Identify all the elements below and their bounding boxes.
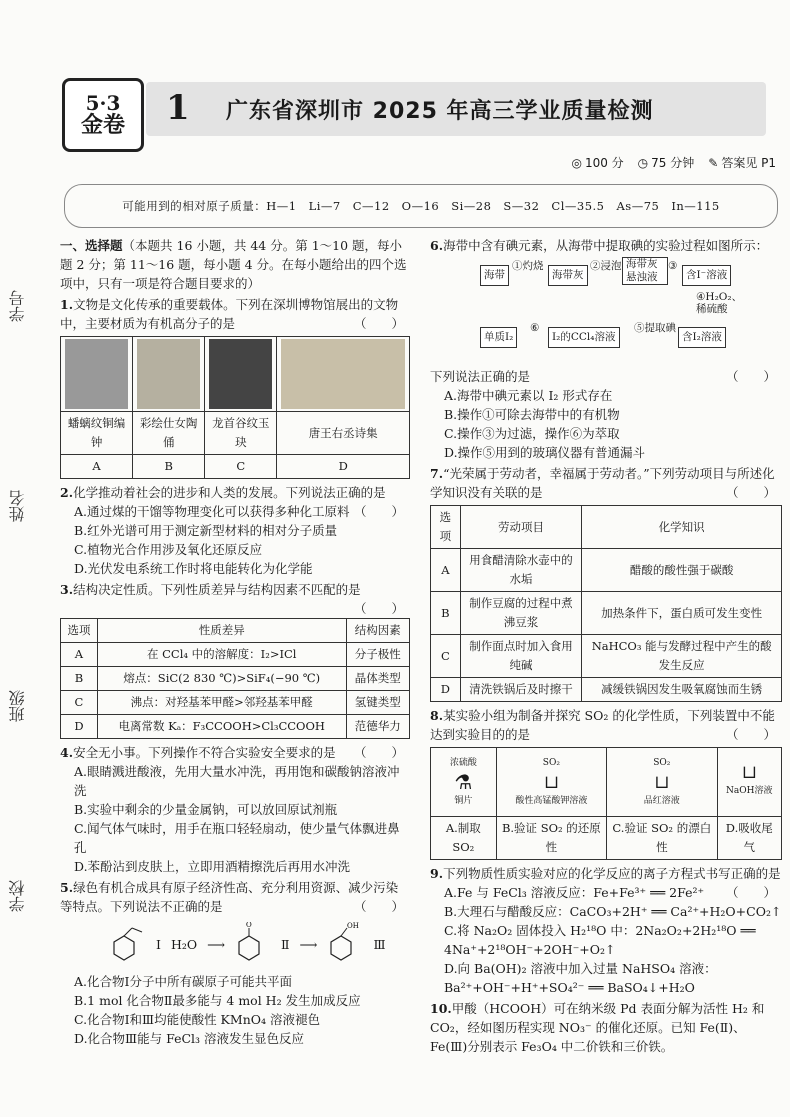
option-c[interactable]: C.将 Na₂O₂ 固体投入 H₂¹⁸O 中：2Na₂O₂+2H₂¹⁸O ══ 4Na⁺+2¹⁸OH⁻+2OH⁻+O₂↑ xyxy=(444,923,756,957)
answer-blank[interactable]: （ ） xyxy=(353,899,404,914)
student-id-field[interactable] xyxy=(6,290,29,322)
option-c[interactable]: C.植物光合作用涉及氧化还原反应 xyxy=(74,542,263,557)
fuchsin-bottle-figure: SO₂ ⊔ 品红溶液 xyxy=(643,757,680,806)
svg-text:O: O xyxy=(246,922,252,929)
svg-text:OH: OH xyxy=(347,922,360,930)
exam-meta xyxy=(571,154,776,171)
option-a[interactable]: A.通过煤的干馏等物理变化可以获得多种化工原料 xyxy=(74,504,350,519)
answer-blank[interactable]: （ ） xyxy=(725,369,776,384)
option-c[interactable]: C.操作③为过滤，操作⑥为萃取 xyxy=(444,426,620,441)
option-b[interactable]: B.实验中剩余的少量金属钠，可以放回原试剂瓶 xyxy=(74,802,338,817)
answer-blank[interactable]: （ ） xyxy=(725,485,776,500)
question-2: 2.化学推动着社会的进步和人类的发展。下列说法正确的是 （ ） A.通过煤的干馏等物理变化可以获得多种化工原料 B.红外光谱可用于测定新型材料的相对分子质量 C.植物光合作用涉及氧化还原反应 D.光伏发电系统工作时将电能转化为化学能 xyxy=(60,483,410,578)
school-label: 学校 xyxy=(8,880,27,912)
arrow-icon: ⟶ xyxy=(299,936,318,952)
option-b[interactable]: B.大理石与醋酸反应：CaCO₃+2H⁺ ══ Ca²⁺+H₂O+CO₂↑ xyxy=(444,904,782,919)
exam-number: 1 xyxy=(166,88,190,128)
option-c[interactable]: C.化合物Ⅰ和Ⅲ均能使酸性 KMnO₄ 溶液褪色 xyxy=(74,1012,320,1027)
binding-margin xyxy=(0,0,46,1117)
option-a[interactable]: A.眼睛溅进酸液，先用大量水冲洗，再用饱和碳酸钠溶液冲洗 xyxy=(74,764,400,798)
compound-label-1: Ⅰ xyxy=(156,936,161,952)
option-b[interactable]: B.1 mol 化合物Ⅱ最多能与 4 mol H₂ 发生加成反应 xyxy=(74,993,361,1008)
naoh-beaker-figure: ⊔ NaOH溶液 xyxy=(726,762,773,796)
answer-info: ✎ 答案见 P1 xyxy=(708,156,776,170)
answer-blank[interactable]: （ ） xyxy=(353,504,404,519)
question-7: 7.“光荣属于劳动者，幸福属于劳动者。”下列劳动项目与所述化学知识没有关联的是 （ ） 选项 劳动项目 化学知识 A 用食醋清除水壶中的水垢 醋酸的酸性强于碳酸 B 制作豆腐的过程中煮沸豆浆 加热条件下，蛋白质可发生变性 C 制作面点时加入食用纯碱 NaHCO₃ 能与发酵过程中产生的酸发生反应 D 清洗铁锅后及时擦干 减缓铁锅因发生吸氧腐蚀而生锈 xyxy=(430,464,782,702)
question-1: 1.文物是文化传承的重要载体。下列在深圳博物馆展出的文物中，主要材质为有机高分子的是 （ ） 蟠螭纹铜编钟 彩绘仕女陶俑 龙首谷纹玉玦 唐王右丞诗集 A B C D xyxy=(60,295,410,479)
acetophenone-structure xyxy=(235,922,271,966)
q7-table: 选项 劳动项目 化学知识 A 用食醋清除水壶中的水垢 醋酸的酸性强于碳酸 B 制作豆腐的过程中煮沸豆浆 加热条件下，蛋白质可发生变性 C 制作面点时加入食用纯碱 NaHCO₃ 能与发酵过程中产生的酸发生反应 D 清洗铁锅后及时擦干 减缓铁锅因发生吸氧腐蚀而生锈 xyxy=(430,505,782,702)
option-a[interactable]: A.化合物Ⅰ分子中所有碳原子可能共平面 xyxy=(74,974,292,989)
score-icon: ◎ xyxy=(571,156,582,170)
q8-apparatus-table: 浓硫酸 ⚗ 铜片 SO₂ ⊔ 酸性高锰酸钾溶液 SO₂ ⊔ 品红溶液 ⊔ NaOH溶液 A.制取 SO₂ B.验证 SO₂ 的还原性 C.验证 SO₂ 的漂白性 D.吸收尾气 xyxy=(430,747,782,860)
pottery-figure-image xyxy=(137,339,200,409)
question-3: 3.结构决定性质。下列性质差异与结构因素不匹配的是 （ ） 选项 性质差异 结构因素 A 在 CCl₄ 中的溶解度：I₂>ICl 分子极性 B 熔点：SiC(2 830 ℃)>SiF₄(−90 ℃) 晶体类型 C 沸点：对羟基苯甲醛>邻羟基苯甲醛 氢键类型 D 电离常数 Kₐ：F₃CCOOH>Cl₃CCOOH 范德华力 xyxy=(60,580,410,739)
class-field[interactable] xyxy=(6,690,29,722)
option-d[interactable]: D.操作⑤用到的玻璃仪器有普通漏斗 xyxy=(444,445,646,460)
answer-blank[interactable]: （ ） xyxy=(725,885,776,900)
atomic-mass-box: 可能用到的相对原子质量：H—1 Li—7 C—12 O—16 Si—28 S—32 Cl—35.5 As—75 In—115 xyxy=(64,184,778,228)
phenylethanol-structure xyxy=(327,922,363,966)
q1-artifact-table: 蟠螭纹铜编钟 彩绘仕女陶俑 龙首谷纹玉玦 唐王右丞诗集 A B C D xyxy=(60,336,410,479)
option-d[interactable]: D.化合物Ⅲ能与 FeCl₃ 溶液发生显色反应 xyxy=(74,1031,305,1046)
pen-icon: ✎ xyxy=(708,156,719,170)
styrene-structure xyxy=(110,922,146,966)
option-c[interactable]: C.闻气体气味时，用手在瓶口轻轻扇动，使少量气体飘进鼻孔 xyxy=(74,821,400,855)
so2-generator-figure: 浓硫酸 ⚗ 铜片 xyxy=(449,757,477,806)
name-field[interactable] xyxy=(6,490,29,522)
brand-logo: 5·3 金卷 xyxy=(62,78,144,152)
beaker-icon: ⊔ xyxy=(741,762,757,783)
question-10: 10.甲酸（HCOOH）可在纳米级 Pd 表面分解为活性 H₂ 和 CO₂，经如图历程实现 NO₃⁻ 的催化还原。已知 Fe(Ⅱ)、Fe(Ⅲ)分别表示 Fe₃O₄ 中二价铁和三价铁。 xyxy=(430,1001,765,1054)
question-5: 5.绿色有机合成具有原子经济性高、充分利用资源、减少污染等特点。下列说法不正确的是 （ ） Ⅰ H₂O ⟶ O Ⅱ ⟶ OH Ⅲ A.化合物Ⅰ分子中所有碳原子可能共平面 B.1 mol 化合物Ⅱ最多能与 4 mol H₂ 发生加成反应 C.化合物Ⅰ和Ⅲ均能使酸性 KMnO₄ 溶液褪色 D.化合物Ⅲ能与 FeCl₃ 溶液发生显色反应 xyxy=(60,878,410,1048)
compound-label-2: Ⅱ xyxy=(281,936,290,952)
kmno4-bottle-figure: SO₂ ⊔ 酸性高锰酸钾溶液 xyxy=(515,757,588,806)
compound-label-3: Ⅲ xyxy=(373,936,386,952)
option-d[interactable]: D.光伏发电系统工作时将电能转化为化学能 xyxy=(74,561,313,576)
page-header xyxy=(56,72,776,152)
answer-blank[interactable]: （ ） xyxy=(353,316,404,331)
question-6: 6.海带中含有碘元素，从海带中提取碘的实验过程如图所示： 海带 ①灼烧 海带灰 ②浸泡 海带灰悬浊液 ③ 含I⁻溶液 ④H₂O₂、稀硫酸 含I₂溶液 ⑤提取碘 I₂的CCl₄溶液 ⑥ 单质I₂ 下列说法正确的是 （ ） A.海带中碘元素以 I₂ 形式存在 B.操作①可除去海带中的有机物 C.操作③为过滤，操作⑥为萃取 D.操作⑤用到的玻璃仪器有普通漏斗 xyxy=(430,236,782,462)
right-column xyxy=(430,236,782,1058)
left-column xyxy=(60,236,410,1050)
clock-icon: ◷ xyxy=(637,156,649,170)
answer-blank[interactable]: （ ） xyxy=(353,601,404,616)
time-info: ◷ 75 分钟 xyxy=(637,156,695,170)
reaction-scheme xyxy=(60,916,410,972)
name-label: 姓名 xyxy=(8,490,27,522)
option-a[interactable]: A.Fe 与 FeCl₃ 溶液反应：Fe+Fe³⁺ ══ 2Fe²⁺ xyxy=(444,885,705,900)
question-9: 9.下列物质性质实验对应的化学反应的离子方程式书写正确的是 （ ） A.Fe 与 FeCl₃ 溶液反应：Fe+Fe³⁺ ══ 2Fe²⁺ B.大理石与醋酸反应：CaCO₃+2H⁺ ══ Ca²⁺+H₂O+CO₂↑ C.将 Na₂O₂ 固体投入 H₂¹⁸O 中：2Na₂O₂+2H₂¹⁸O ══ 4Na⁺+2¹⁸OH⁻+2OH⁻+O₂↑ D.向 Ba(OH)₂ 溶液中加入过量 NaHSO₄ 溶液：Ba²⁺+OH⁻+H⁺+SO₄²⁻ ══ BaSO₄↓+H₂O xyxy=(430,866,782,995)
bronze-bell-image xyxy=(65,339,128,409)
iodine-flowchart: 海带 ①灼烧 海带灰 ②浸泡 海带灰悬浊液 ③ 含I⁻溶液 ④H₂O₂、稀硫酸 含I₂溶液 ⑤提取碘 I₂的CCl₄溶液 ⑥ 单质I₂ xyxy=(430,257,782,365)
option-d[interactable]: D.苯酚沾到皮肤上，立即用酒精擦洗后再用水冲洗 xyxy=(74,859,351,874)
bottle-icon: ⊔ xyxy=(543,771,559,793)
answer-blank[interactable]: （ ） xyxy=(353,745,404,760)
section-heading: 一、选择题（本题共 16 小题，共 44 分。第 1～10 题，每小题 2 分；第 11～16 题，每小题 4 分。在每小题给出的四个选项中，只有一项是符合题目要求的） xyxy=(60,238,407,291)
class-label: 班级 xyxy=(8,690,27,722)
option-b[interactable]: B.红外光谱可用于测定新型材料的相对分子质量 xyxy=(74,523,338,538)
poetry-book-image xyxy=(281,339,405,409)
option-d[interactable]: D.向 Ba(OH)₂ 溶液中加入过量 NaHSO₄ 溶液：Ba²⁺+OH⁻+H⁺+SO₄²⁻ ══ BaSO₄↓+H₂O xyxy=(444,961,717,995)
question-4: 4.安全无小事。下列操作不符合实验安全要求的是 （ ） A.眼睛溅进酸液，先用大量水冲洗，再用饱和碳酸钠溶液冲洗 B.实验中剩余的少量金属钠，可以放回原试剂瓶 C.闻气体气味时，用手在瓶口轻轻扇动，使少量气体飘进鼻孔 D.苯酚沾到皮肤上，立即用酒精擦洗后再用水冲洗 xyxy=(60,743,410,876)
answer-blank[interactable]: （ ） xyxy=(725,727,776,742)
student-id-label: 学号 xyxy=(8,290,27,322)
q3-table: 选项 性质差异 结构因素 A 在 CCl₄ 中的溶解度：I₂>ICl 分子极性 B 熔点：SiC(2 830 ℃)>SiF₄(−90 ℃) 晶体类型 C 沸点：对羟基苯甲醛>邻羟基苯甲醛 氢键类型 D 电离常数 Kₐ：F₃CCOOH>Cl₃CCOOH 范德华力 xyxy=(60,618,410,739)
flask-icon: ⚗ xyxy=(454,769,473,794)
option-b[interactable]: B.操作①可除去海带中的有机物 xyxy=(444,407,620,422)
jade-ring-image xyxy=(209,339,272,409)
score-info: ◎ 100 分 xyxy=(571,156,624,170)
bottle-icon: ⊔ xyxy=(654,771,670,793)
option-a[interactable]: A.海带中碘元素以 I₂ 形式存在 xyxy=(444,388,613,403)
title-banner xyxy=(146,82,766,136)
exam-title: 广东省深圳市 2025 年高三学业质量检测 xyxy=(226,99,654,124)
question-8: 8.某实验小组为制备并探究 SO₂ 的化学性质，下列装置中不能达到实验目的的是 （ ） 浓硫酸 ⚗ 铜片 SO₂ ⊔ 酸性高锰酸钾溶液 SO₂ ⊔ 品红溶液 ⊔ NaOH溶液 A.制取 SO₂ B.验证 SO₂ 的还原性 C.验证 SO₂ 的漂白性 D.吸收尾气 xyxy=(430,706,782,860)
school-field[interactable] xyxy=(6,880,29,912)
reagent-label: H₂O xyxy=(170,936,198,952)
arrow-icon: ⟶ xyxy=(207,936,226,952)
